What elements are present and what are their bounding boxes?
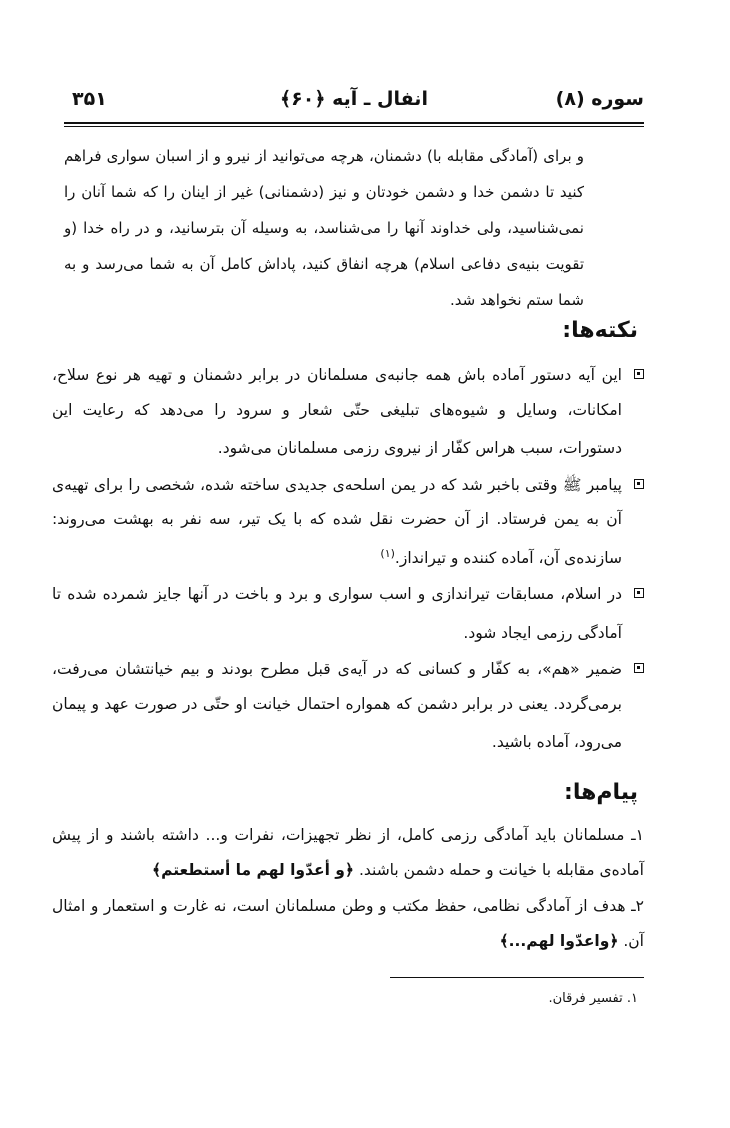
section-title: انفال ـ آیه ﴿۶۰﴾ [280, 88, 428, 110]
boxed-bullet-icon [634, 369, 644, 379]
boxed-bullet-icon [634, 479, 644, 489]
note-text: این آیه دستور آماده باش همه جانبه‌ی مسلمانان در برابر دشمنان و تهیه هر نوع سلاح، امکانات، وسایل و شیوه‌های تبلیغی حتّی شعار و سرود را می‌دهد که رعایت این دستورات، سبب هراس کفّار از نیروی رزمی مسلمانان می‌شود. [52, 366, 622, 458]
note-item [52, 358, 644, 466]
header-rule [64, 122, 644, 124]
notes-heading: نکته‌ها: [562, 318, 638, 343]
message-item [52, 889, 644, 958]
header-rule-thin [64, 126, 644, 127]
page-number: ۳۵۱ [72, 88, 107, 110]
footnote-rule [390, 977, 644, 978]
footnote: ۱. تفسیر فرقان. [548, 991, 638, 1006]
translation-text: و برای (آمادگی مقابله با) دشمنان، هرچه می‌توانید از نیرو و از اسبان سواری فراهم کنید تا دشمن خدا و دشمن خودتان و نیز (دشمنانی) غیر از اینان را که شما آنان را نمی‌شناسید، ولی خداوند آنها را می‌شناسد، به وسیله آن بترسانید، و در راه خدا (و تقویت بنیه‌ی دفاعی اسلام) هرچه انفاق کنید، پاداش کامل آن به شما می‌رسد و به شما ستم نخواهد شد. [64, 147, 584, 309]
messages-heading: پیام‌ها: [564, 780, 638, 805]
boxed-bullet-icon [634, 588, 644, 598]
footnote-reference: (۱) [380, 546, 395, 560]
notes-list [52, 358, 644, 762]
note-item [52, 652, 644, 760]
verse-quote: ﴿واعدّوا لهم...﴾ [499, 931, 619, 950]
verse-quote: ﴿و أعدّوا لهم ما أستطعتم﴾ [151, 860, 355, 879]
boxed-bullet-icon [634, 663, 644, 673]
surah-label: سوره (۸) [555, 88, 644, 110]
verse-translation [64, 138, 584, 318]
message-item [52, 818, 644, 887]
message-text: ۱ـ مسلمانان باید آمادگی رزمی کامل، از نظر تجهیزات، نفرات و... داشته باشند و از پیش آماده‌ی مقابله با خیانت و حمله دشمن باشند. ﴿و أعدّوا لهم ما أستطعتم﴾ [52, 826, 644, 879]
messages-list [52, 818, 644, 960]
note-text: ضمیر «هم»، به کفّار و کسانی که در آیه‌ی قبل مطرح بودند و بیم خیانتشان می‌رفت، برمی‌گردد. یعنی در برابر دشمن که همواره احتمال خیانت او حتّی در صورت عهد و پیمان می‌رود، آماده باشید. [52, 660, 622, 752]
note-text: پیامبر ﷺ وقتی باخبر شد که در یمن اسلحه‌ی جدیدی ساخته شده، شخصی را برای تهیه‌ی آن به یمن فرستاد. از آن حضرت نقل شده که با یک تیر، سه نفر به بهشت می‌روند: سازنده‌ی آن، آماده کننده و تیرانداز.$^{(۱)}$ [52, 475, 622, 567]
message-text: ۲ـ هدف از آمادگی نظامی، حفظ مکتب و وطن مسلمانان است، نه غارت و استعمار و امثال آن. ﴿واعدّوا لهم...﴾ [52, 897, 644, 950]
running-head [64, 84, 644, 118]
note-item [52, 577, 644, 650]
note-item [52, 468, 644, 576]
note-text: در اسلام، مسابقات تیراندازی و اسب سواری و برد و باخت در آنها جایز شمرده شده تا آمادگی رزمی ایجاد شود. [52, 585, 622, 642]
